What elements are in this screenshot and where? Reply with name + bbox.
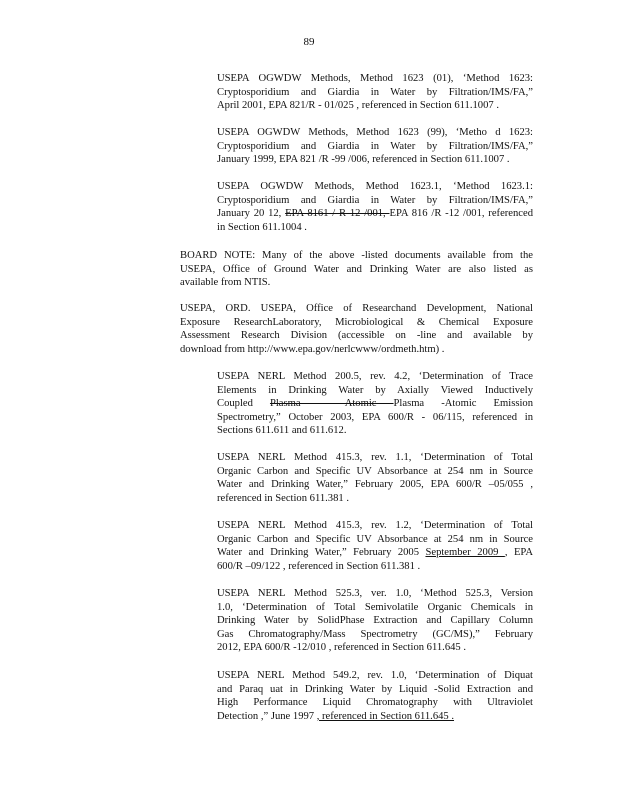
- text-line: [217, 424, 533, 438]
- text-line: [217, 411, 533, 425]
- text-segment: Cryptosporidium and Giardia in Water by Filtration/IMS/FA,”: [217, 194, 533, 206]
- text-segment: USEPA NERL Method 415.3, rev. 1.1, ‘Determination of Total: [217, 452, 533, 463]
- inserted-text: , referenced in Section 611.645 .: [316, 710, 455, 722]
- text-line: [217, 519, 533, 533]
- text-segment: USEPA NERL Method 200.5, rev. 4.2, ‘Determination of Trace: [217, 371, 533, 382]
- text-segment: in Section 611.1004 .: [217, 221, 307, 233]
- text-line: [217, 370, 533, 384]
- reference-entry: [217, 72, 533, 113]
- struck-text: Plasma — Atomic: [269, 398, 394, 410]
- text-line: [217, 140, 533, 154]
- text-segment: referenced in Section 611.381 .: [217, 492, 349, 504]
- text-line: [217, 465, 533, 479]
- text-segment: Sections 611.611 and 611.612.: [217, 425, 347, 437]
- text-line: [217, 683, 533, 697]
- text-line: [180, 343, 533, 357]
- page-number: 89: [303, 36, 315, 48]
- text-segment: Drinking Water by SolidPhase Extraction and Capillary Column: [217, 615, 533, 627]
- text-line: [217, 492, 533, 506]
- struck-text: EPA 8161 / R 12 /001,: [285, 208, 390, 220]
- text-segment: USEPA NERL Method 525.3, ver. 1.0, ‘Method 525.3, Version: [217, 588, 533, 599]
- text-line: [217, 126, 533, 140]
- reference-entry: [217, 451, 533, 505]
- text-line: [217, 560, 533, 574]
- text-segment: Cryptosporidium and Giardia in Water by Filtration/IMS/FA,”: [217, 86, 533, 98]
- text-line: [217, 153, 533, 167]
- text-line: [180, 329, 533, 343]
- reference-entry: [217, 519, 533, 573]
- text-segment: USEPA OGWDW Methods, Method 1623.1, ‘Method 1623.1:: [217, 181, 533, 192]
- text-segment: January 20 12,: [217, 208, 286, 220]
- text-segment: EPA 816 /R -12 /001, referenced: [389, 208, 533, 220]
- text-segment: available from NTIS.: [180, 277, 271, 289]
- text-line: [217, 546, 533, 560]
- text-segment: Assessment Research Division (accessible on -line and available by: [180, 330, 533, 342]
- text-segment: January 1999, EPA 821 /R -99 /006, referenced in Section 611.1007 .: [217, 154, 510, 166]
- text-line: [217, 710, 533, 724]
- reference-entry: [217, 180, 533, 234]
- text-line: [217, 180, 533, 194]
- text-segment: USEPA OGWDW Methods, Method 1623 (99), ‘Metho d 1623:: [217, 127, 533, 138]
- text-segment: USEPA, ORD. USEPA, Office of Researchand Development, National: [180, 303, 533, 314]
- text-line: [217, 194, 533, 208]
- text-line: [217, 478, 533, 492]
- board-note: [180, 249, 533, 290]
- text-segment: Exposure ResearchLaboratory, Microbiological & Chemical Exposure: [180, 316, 533, 328]
- text-line: [217, 221, 533, 235]
- text-segment: Plasma -Atomic Emission: [393, 398, 533, 410]
- text-line: [217, 696, 533, 710]
- text-segment: High Performance Liquid Chromatography with Ultraviolet: [217, 697, 533, 709]
- text-line: [217, 628, 533, 642]
- reference-entry: [217, 126, 533, 167]
- text-segment: Spectrometry,” October 2003, EPA 600/R - 06/115, referenced in: [217, 411, 533, 423]
- inserted-text: September 2009: [425, 547, 505, 559]
- text-segment: April 2001, EPA 821/R - 01/025 , referenced in Section 611.1007 .: [217, 100, 499, 112]
- text-segment: , EPA: [504, 547, 533, 559]
- text-segment: 1.0, ‘Determination of Total Semivolatile Organic Chemicals in: [217, 601, 533, 613]
- text-segment: USEPA NERL Method 415.3, rev. 1.2, ‘Determination of Total: [217, 520, 533, 531]
- text-line: [217, 451, 533, 465]
- text-line: [217, 72, 533, 86]
- text-line: [217, 641, 533, 655]
- text-line: [217, 533, 533, 547]
- text-segment: and Paraq uat in Drinking Water by Liquid -Solid Extraction and: [217, 683, 533, 695]
- text-line: [217, 384, 533, 398]
- text-line: [217, 397, 533, 411]
- text-segment: 2012, EPA 600/R -12/010 , referenced in Section 611.645 .: [217, 642, 467, 654]
- text-line: [180, 316, 533, 330]
- text-line: [217, 86, 533, 100]
- text-line: [180, 302, 533, 316]
- text-segment: Water and Drinking Water,” February 2005: [217, 547, 426, 559]
- text-line: [217, 669, 533, 683]
- text-line: [217, 601, 533, 615]
- text-segment: Water and Drinking Water,” February 2005, EPA 600/R –05/055 ,: [217, 479, 533, 491]
- text-segment: download from http://www.epa.gov/nerlcwww/ordmeth.htm) .: [180, 343, 445, 355]
- reference-entry: [217, 370, 533, 438]
- text-segment: BOARD NOTE: Many of the above -listed documents available from the: [180, 250, 533, 261]
- text-line: [180, 263, 533, 277]
- text-line: [180, 276, 533, 290]
- text-segment: Organic Carbon and Specific UV Absorbance at 254 nm in Source: [217, 465, 533, 477]
- text-segment: Detection ,” June 1997: [217, 710, 317, 722]
- text-segment: Coupled: [217, 398, 270, 410]
- text-segment: USEPA, Office of Ground Water and Drinking Water are also listed as: [180, 263, 533, 275]
- text-segment: Elements in Drinking Water by Axially Viewed Inductively: [217, 384, 533, 396]
- text-segment: USEPA OGWDW Methods, Method 1623 (01), ‘Method 1623:: [217, 73, 533, 84]
- text-segment: Organic Carbon and Specific UV Absorbance at 254 nm in Source: [217, 533, 533, 545]
- text-segment: Cryptosporidium and Giardia in Water by Filtration/IMS/FA,”: [217, 140, 533, 152]
- ord-reference-header: [180, 302, 533, 356]
- text-line: [217, 99, 533, 113]
- text-segment: 600/R –09/122 , referenced in Section 611.381 .: [217, 560, 421, 572]
- text-line: [180, 249, 533, 263]
- text-line: [217, 587, 533, 601]
- text-line: [217, 614, 533, 628]
- text-line: [217, 207, 533, 221]
- text-segment: Gas Chromatography/Mass Spectrometry (GC/MS),” February: [217, 628, 533, 640]
- text-segment: USEPA NERL Method 549.2, rev. 1.0, ‘Determination of Diquat: [217, 670, 533, 681]
- reference-entry: [217, 669, 533, 723]
- reference-entry: [217, 587, 533, 655]
